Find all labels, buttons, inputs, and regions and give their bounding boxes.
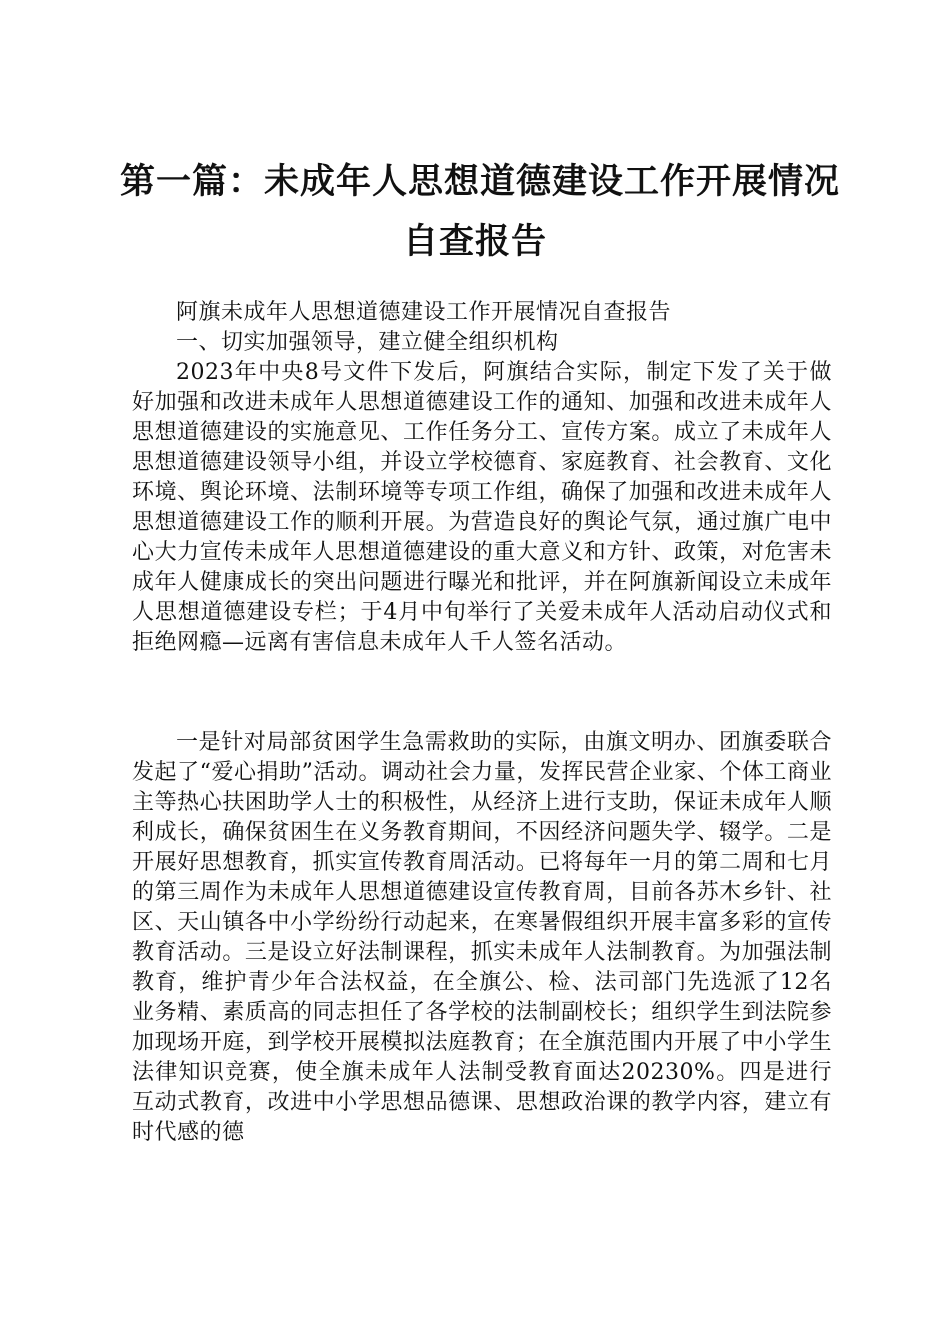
document-subtitle: 阿旗未成年人思想道德建设工作开展情况自查报告	[176, 300, 672, 325]
body-paragraph-1: 2023年中央8号文件下发后，阿旗结合实际，制定下发了关于做好加强和改进未成年人思想道德建设工作的通知、加强和改进未成年人思想道德建设的实施意见、工作任务分工、宣传方案。成立了未成年人思想道德建设领导小组，并设立学校德育、家庭教育、社会教育、文化环境、舆论环境、法制环境等专项工作组，确保了加强和改进未成年人思想道德建设工作的顺利开展。为营造良好的舆论气氛，通过旗广电中心大力宣传未成年人思想道德建设的重大意义和方针、政策，对危害未成年人健康成长的突出问题进行曝光和批评，并在阿旗新闻设立未成年人思想道德建设专栏；于4月中旬举行了关爱未成年人活动启动仪式和拒绝网瘾—远离有害信息未成年人千人签名活动。	[132, 360, 832, 655]
document-title-line2: 自查报告	[402, 221, 547, 262]
document-title-line1: 第一篇：未成年人思想道德建设工作开展情况	[120, 161, 841, 202]
body-paragraph-2: 一是针对局部贫困学生急需救助的实际，由旗文明办、团旗委联合发起了“爱心捐助”活动。调动社会力量，发挥民营企业家、个体工商业主等热心扶困助学人士的积极性，从经济上进行支助，保证未成年人顺利成长，确保贫困生在义务教育期间，不因经济问题失学、辍学。二是开展好思想教育，抓实宣传教育周活动。已将每年一月的第二周和七月的第三周作为未成年人思想道德建设宣传教育周，目前各苏木乡针、社区、天山镇各中小学纷纷行动起来，在寒暑假组织开展丰富多彩的宣传教育活动。三是设立好法制课程，抓实未成年人法制教育。为加强法制教育，维护青少年合法权益，在全旗公、检、法司部门先选派了12名业务精、素质高的同志担任了各学校的法制副校长；组织学生到法院参加现场开庭，到学校开展模拟法庭教育；在全旗范围内开展了中小学生法律知识竞赛，使全旗未成年人法制受教育面达20230%。四是进行互动式教育，改进中小学思想品德课、思想政治课的教学内容，建立有时代感的德	[132, 730, 832, 1145]
section-heading: 一、切实加强领导，建立健全组织机构	[176, 330, 559, 355]
